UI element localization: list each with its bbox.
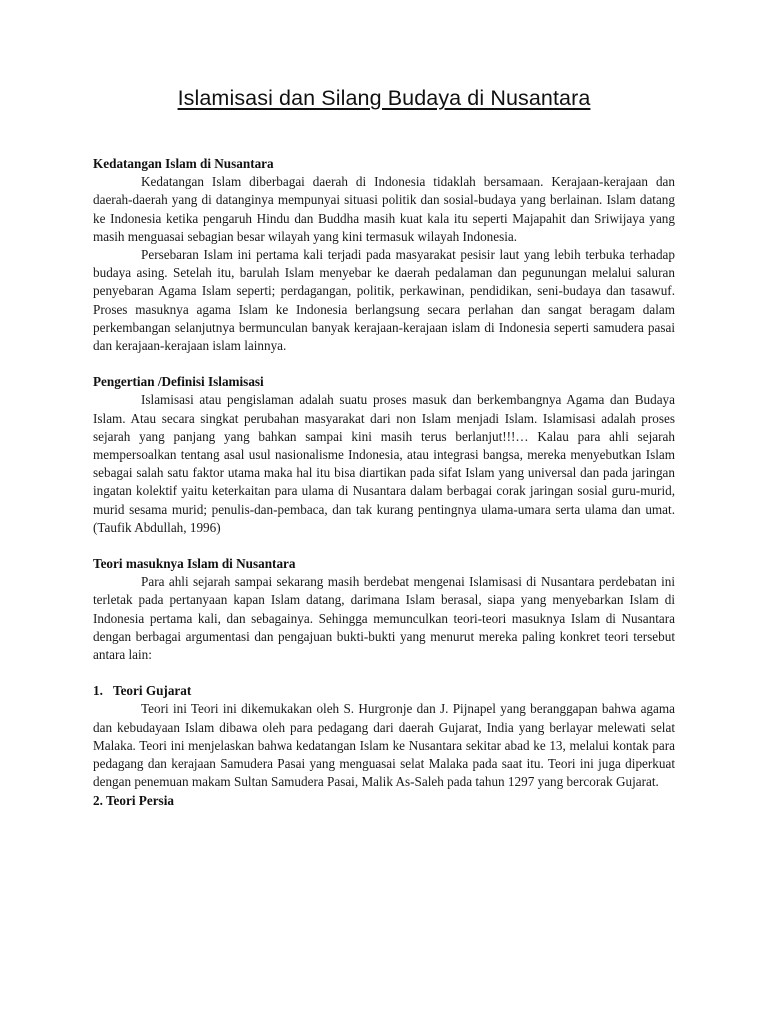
section-heading: Kedatangan Islam di Nusantara bbox=[93, 156, 274, 171]
section-kedatangan bbox=[93, 155, 675, 355]
document-title: Islamisasi dan Silang Budaya di Nusantara bbox=[177, 86, 591, 110]
paragraph: Islamisasi atau pengislaman adalah suatu proses masuk dan berkembangnya Agama dan Budaya Islam. Atau secara singkat perubahan masyarakat dari non Islam menjadi Islam. Islamisasi adalah proses sejarah yang panjang yang bahkan sampai kini masih terus berlanjut!!!… Kalau para ahli sejarah mempersoalkan tentang asal usul nasionalisme Indonesia, atau integrasi bangsa, mereka menyebutkan Islam sebagai salah satu faktor utama maka hal itu bisa diartikan pada sifat Islam yang universal dan pada jaringan ingatan kolektif yaitu keterkaitan para ulama di Nusantara dalam berbagai corak jaringan sosial guru-murid, murid sesama murid; penulis-dan-pembaca, dan tak kurang pentingnya ulama-umara serta ulama dan umat. (Taufik Abdullah, 1996) bbox=[93, 392, 675, 535]
section-heading: Teori masuknya Islam di Nusantara bbox=[93, 556, 296, 572]
paragraph: Para ahli sejarah sampai sekarang masih berdebat mengenai Islamisasi di Nusantara perdebatan ini terletak pada pertanyaan kapan Islam datang, darimana Islam berasal, siapa yang menyebarkan Islam di Indonesia pertama kali, dan sebagainya. Sehingga memunculkan teori-teori masuknya Islam di Nusantara dengan berbagai argumentasi dan pengajuan bukti-bukti yang menurut mereka paling konkret teori tersebut antara lain: bbox=[93, 574, 675, 663]
section-teori-persia bbox=[93, 792, 675, 810]
numbered-heading bbox=[93, 792, 675, 810]
heading-text: Teori Persia bbox=[105, 792, 174, 808]
document-page bbox=[93, 86, 675, 810]
section-pengertian bbox=[93, 373, 675, 537]
heading-text: Teori Gujarat bbox=[113, 683, 192, 699]
section-heading: Pengertian /Definisi Islamisasi bbox=[93, 374, 264, 390]
paragraph: Teori ini Teori ini dikemukakan oleh S. Hurgronje dan J. Pijnapel yang beranggapan bahwa agama dan kebudayaan Islam dibawa oleh para pedagang dari daerah Gujarat, India yang berlayar melewati selat Malaka. Teori ini menjelaskan bahwa kedatangan Islam ke Nusantara sekitar abad ke 13, melalui kontak para pedagang dan kerajaan Samudera Pasai yang menguasai selat Malaka pada saat itu. Teori ini juga diperkuat dengan penemuan makam Sultan Samudera Pasai, Malik As-Saleh pada tahun 1297 yang bercorak Gujarat. bbox=[93, 701, 675, 790]
list-number: 2. bbox=[93, 792, 103, 808]
numbered-heading bbox=[93, 682, 675, 700]
paragraph: Persebaran Islam ini pertama kali terjadi pada masyarakat pesisir laut yang lebih terbuka terhadap budaya asing. Setelah itu, barulah Islam menyebar ke daerah pedalaman dan pegunungan melalui saluran penyebaran Agama Islam seperti; perdagangan, politik, perkawinan, pendidikan, seni-budaya dan tasawuf. Proses masuknya agama Islam ke Indonesia berlangsung secara perlahan dan sangat beragam dalam perkembangan selanjutnya bermunculan banyak kerajaan-kerajaan islam di Indonesia seperti samudera pasai dan kerajaan-kerajaan islam lainnya. bbox=[93, 247, 675, 354]
section-teori bbox=[93, 555, 675, 664]
paragraph: Kedatangan Islam diberbagai daerah di Indonesia tidaklah bersamaan. Kerajaan-kerajaan dan daerah-daerah yang di datanginya mempunyai situasi politik dan sosial-budaya yang berlainan. Islam datang ke Indonesia ketika pengaruh Hindu dan Buddha masih kuat kala itu seperti Majapahit dan Sriwijaya yang masih menguasai sebagian besar wilayah yang kini termasuk wilayah Indonesia. bbox=[93, 174, 675, 244]
section-teori-gujarat bbox=[93, 682, 675, 791]
list-number: 1. bbox=[93, 683, 103, 699]
